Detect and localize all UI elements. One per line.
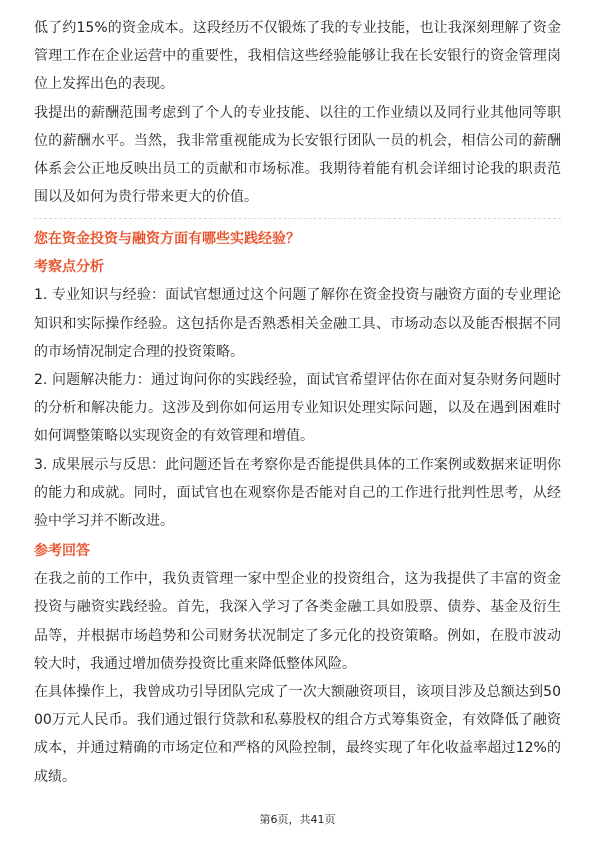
page-number: 第6页，共41页 [259, 813, 336, 826]
analysis-point: 3. 成果展示与反思：此问题还旨在考察你是否能提供具体的工作案例或数据来证明你的能力和成就。同时，面试官也在观察你是否能对自己的工作进行批判性思考，从经验中学习并不断改进。 [34, 456, 561, 530]
answer-heading: 参考回答 [34, 543, 90, 560]
intro-paragraph: 我提出的薪酬范围考虑到了个人的专业技能、以往的工作业绩以及同行业其他同等职位的薪酬水平。当然，我非常重视能成为长安银行团队一员的机会，相信公司的薪酬体系会公正地反映出员工的贡献和市场标准。我期待着能有机会详细讨论我的职责范围以及如何为贵行带来更大的价值。 [34, 104, 561, 206]
answer-paragraph: 在我之前的工作中，我负责管理一家中型企业的投资组合，这为我提供了丰富的资金投资与融资实践经验。首先，我深入学习了各类金融工具如股票、债券、基金及衍生品等，并根据市场趋势和公司财务状况制定了多元化的投资策略。例如，在股市波动较大时，我通过增加债券投资比重来降低整体风险。 [34, 571, 561, 672]
analysis-point: 1. 专业知识与经验：面试官想通过这个问题了解你在资金投资与融资方面的专业理论知识和实际操作经验。这包括你是否熟悉相关金融工具、市场动态以及能否根据不同的市场情况制定合理的投资策略。 [34, 287, 561, 360]
document-page [34, 14, 561, 791]
answer-paragraph: 在具体操作上，我曾成功引导团队完成了一次大额融资项目，该项目涉及总额达到5000万元人民币。我们通过银行贷款和私募股权的组合方式筹集资金，有效降低了融资成本，并通过精确的市场定位和严格的风险控制，最终实现了年化收益率超过12%的成绩。 [34, 684, 561, 785]
analysis-point: 2. 问题解决能力：通过询问你的实践经验，面试官希望评估你在面对复杂财务问题时的分析和解决能力。这涉及到你如何运用专业知识处理实际问题，以及在遇到困难时如何调整策略以实现资金的有效管理和增值。 [34, 372, 561, 445]
section-divider [34, 218, 561, 219]
question-title: 您在资金投资与融资方面有哪些实践经验？ [34, 231, 300, 248]
intro-paragraph: 低了约15%的资金成本。这段经历不仅锻炼了我的专业技能，也让我深刻理解了资金管理工作在企业运营中的重要性，我相信这些经验能够让我在长安银行的资金管理岗位上发挥出色的表现。 [34, 20, 561, 93]
analysis-heading: 考察点分析 [34, 259, 104, 276]
